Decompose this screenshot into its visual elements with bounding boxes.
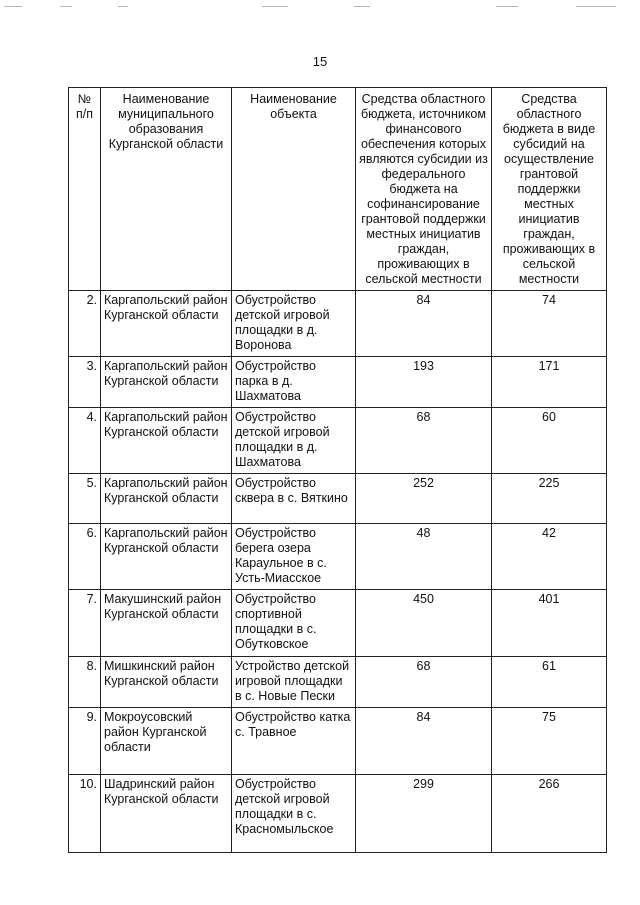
cell-num: 2. <box>69 291 101 357</box>
header-municipality: Наименование муниципального образования Курганской области <box>101 88 232 291</box>
cell-object: Обустройство спортивной площадки в с. Обутковское <box>232 590 356 657</box>
cell-federal-cofinanced: 252 <box>356 474 492 524</box>
cell-regional-subsidies: 401 <box>492 590 607 657</box>
cell-regional-subsidies: 171 <box>492 357 607 408</box>
cell-regional-subsidies: 266 <box>492 775 607 853</box>
cell-num: 6. <box>69 524 101 590</box>
header-federal-cofinanced: Средства областного бюджета, источником финансового обеспечения которых являются субсидии из федерального бюджета на софинансирование грантовой поддержки местных инициатив граждан, проживающих в сельской местности <box>356 88 492 291</box>
cell-regional-subsidies: 75 <box>492 708 607 775</box>
cell-federal-cofinanced: 84 <box>356 291 492 357</box>
cell-regional-subsidies: 61 <box>492 657 607 708</box>
cell-municipality: Каргапольский район Курганской области <box>101 291 232 357</box>
table-row <box>69 408 607 474</box>
cell-municipality: Шадринский район Курганской области <box>101 775 232 853</box>
cell-federal-cofinanced: 84 <box>356 708 492 775</box>
table-row <box>69 657 607 708</box>
header-num: № п/п <box>69 88 101 291</box>
subsidy-table <box>68 87 607 853</box>
table-row <box>69 291 607 357</box>
cell-municipality: Мокроусовский район Курганской области <box>101 708 232 775</box>
cell-object: Устройство детской игровой площадки в с. Новые Пески <box>232 657 356 708</box>
table-row <box>69 474 607 524</box>
cell-num: 7. <box>69 590 101 657</box>
cell-num: 10. <box>69 775 101 853</box>
cell-municipality: Каргапольский район Курганской области <box>101 408 232 474</box>
cell-federal-cofinanced: 193 <box>356 357 492 408</box>
page-number: 15 <box>312 54 328 69</box>
cell-object: Обустройство берега озера Караульное в с. Усть-Миасское <box>232 524 356 590</box>
table-header-row <box>69 88 607 291</box>
header-regional-subsidies: Средства областного бюджета в виде субсидий на осуществление грантовой поддержки местных инициатив граждан, проживающих в сельской местности <box>492 88 607 291</box>
cell-object: Обустройство катка с. Травное <box>232 708 356 775</box>
table-row <box>69 357 607 408</box>
cell-object: Обустройство детской игровой площадки в д. Шахматова <box>232 408 356 474</box>
cell-num: 5. <box>69 474 101 524</box>
cell-regional-subsidies: 42 <box>492 524 607 590</box>
cell-num: 9. <box>69 708 101 775</box>
cell-municipality: Мишкинский район Курганской области <box>101 657 232 708</box>
cell-object: Обустройство парка в д. Шахматова <box>232 357 356 408</box>
cell-regional-subsidies: 60 <box>492 408 607 474</box>
cell-federal-cofinanced: 68 <box>356 408 492 474</box>
table-row <box>69 775 607 853</box>
cell-municipality: Каргапольский район Курганской области <box>101 474 232 524</box>
cell-federal-cofinanced: 450 <box>356 590 492 657</box>
cell-municipality: Каргапольский район Курганской области <box>101 524 232 590</box>
cell-federal-cofinanced: 299 <box>356 775 492 853</box>
cell-object: Обустройство детской игровой площадки в с. Красномыльское <box>232 775 356 853</box>
header-object: Наименование объекта <box>232 88 356 291</box>
cell-federal-cofinanced: 68 <box>356 657 492 708</box>
table-row <box>69 708 607 775</box>
cell-regional-subsidies: 225 <box>492 474 607 524</box>
cell-num: 3. <box>69 357 101 408</box>
cell-num: 4. <box>69 408 101 474</box>
cell-object: Обустройство сквера в с. Вяткино <box>232 474 356 524</box>
cell-municipality: Каргапольский район Курганской области <box>101 357 232 408</box>
scan-edge-marks <box>0 0 640 8</box>
cell-num: 8. <box>69 657 101 708</box>
cell-regional-subsidies: 74 <box>492 291 607 357</box>
table-row <box>69 590 607 657</box>
table-row <box>69 524 607 590</box>
cell-municipality: Макушинский район Курганской области <box>101 590 232 657</box>
cell-object: Обустройство детской игровой площадки в д. Воронова <box>232 291 356 357</box>
cell-federal-cofinanced: 48 <box>356 524 492 590</box>
